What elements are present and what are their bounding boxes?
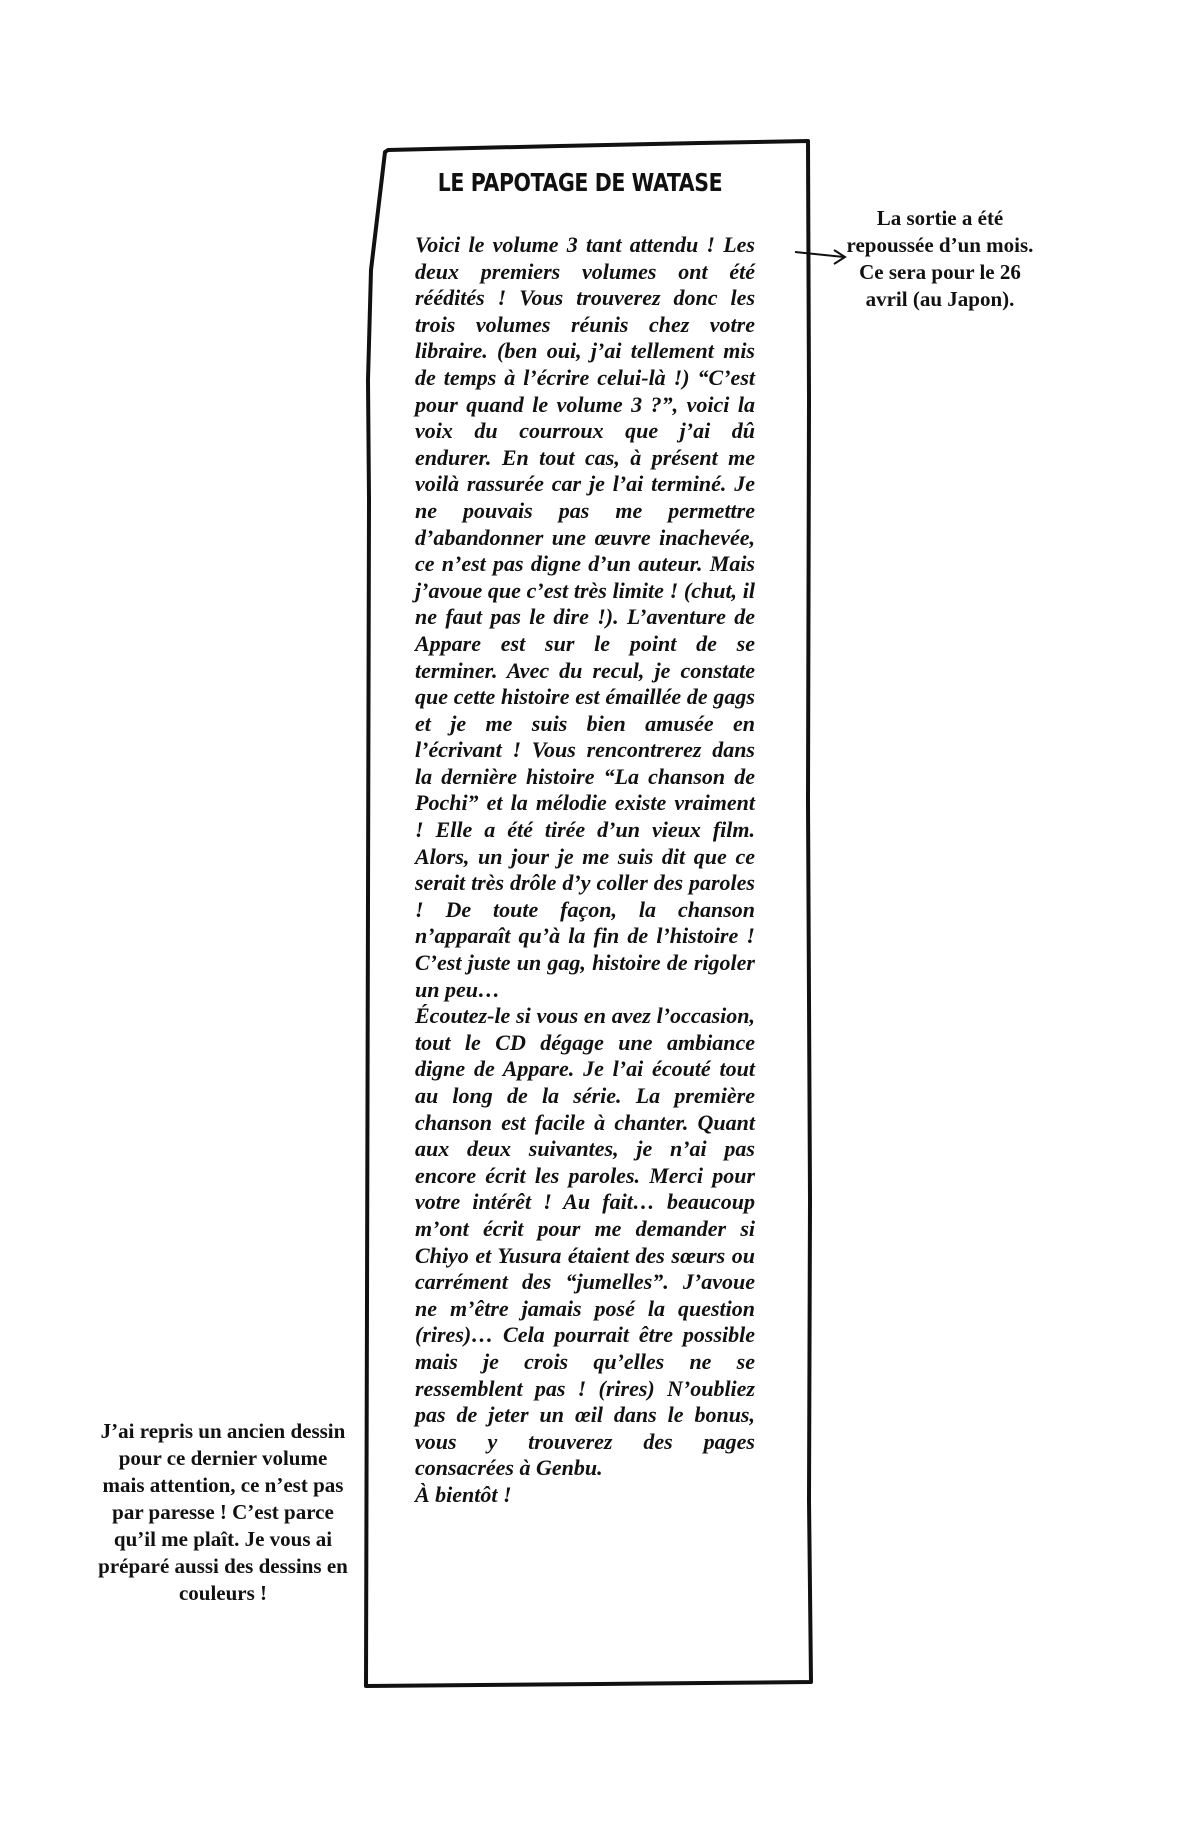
- panel-title: LE PAPOTAGE DE WATASE: [437, 168, 723, 197]
- release-date-note: La sortie a été repoussée d’un mois. Ce sera pour le 26 avril (au Japon).: [846, 206, 1034, 311]
- pointer-arrow-icon: [795, 250, 845, 264]
- panel-body: [415, 232, 755, 1509]
- panel-paragraph: Écoutez-le si vous en avez l’occasion, tout le CD dégage une ambiance digne de Appare. Je l’ai écouté tout au long de la série. La première chanson est facile à chanter. Quant aux deux suivantes, je n’ai pas encore écrit les paroles. Merci pour votre intérêt ! Au fait… beaucoup m’ont écrit pour me demander si Chiyo et Yusura étaient des sœurs ou carrément des “jumelles”. J’avoue ne m’être jamais posé la question (rires)… Cela pourrait être possible mais je crois qu’elles ne se ressemblent pas ! (rires) N’oubliez pas de jeter un œil dans le bonus, vous y trouverez des pages consacrées à Genbu.: [415, 1003, 755, 1481]
- panel-closing: À bientôt !: [415, 1481, 512, 1507]
- panel-paragraph: Voici le volume 3 tant attendu ! Les deux premiers volumes ont été réédités ! Vous trouverez donc les trois volumes réunis chez votre libraire. (ben oui, j’ai tellement mis de temps à l’écrire celui-là !) “C’est pour quand le volume 3 ?”, voici la voix du courroux que j’ai dû endurer. En tout cas, à présent me voilà rassurée car je l’ai terminé. Je ne pouvais pas me permettre d’abandonner une œuvre inachevée, ce n’est pas digne d’un auteur. Mais j’avoue que c’est très limite ! (chut, il ne faut pas le dire !). L’aventure de Appare est sur le point de se terminer. Avec du recul, je constate que cette histoire est émaillée de gags et je me suis bien amusée en l’écrivant ! Vous rencontrerez dans la dernière histoire “La chanson de Pochi” et la mélodie existe vraiment ! Elle a été tirée d’un vieux film. Alors, un jour je me suis dit que ce serait très drôle d’y coller des paroles ! De toute façon, la chanson n’apparaît qu’à la fin de l’histoire ! C’est juste un gag, histoire de rigoler un peu…: [415, 232, 755, 1002]
- cover-drawing-note: J’ai repris un ancien dessin pour ce dernier volume mais attention, ce n’est pas par paresse ! C’est parce qu’il me plaît. Je vous ai préparé aussi des dessins en couleurs !: [98, 1419, 348, 1605]
